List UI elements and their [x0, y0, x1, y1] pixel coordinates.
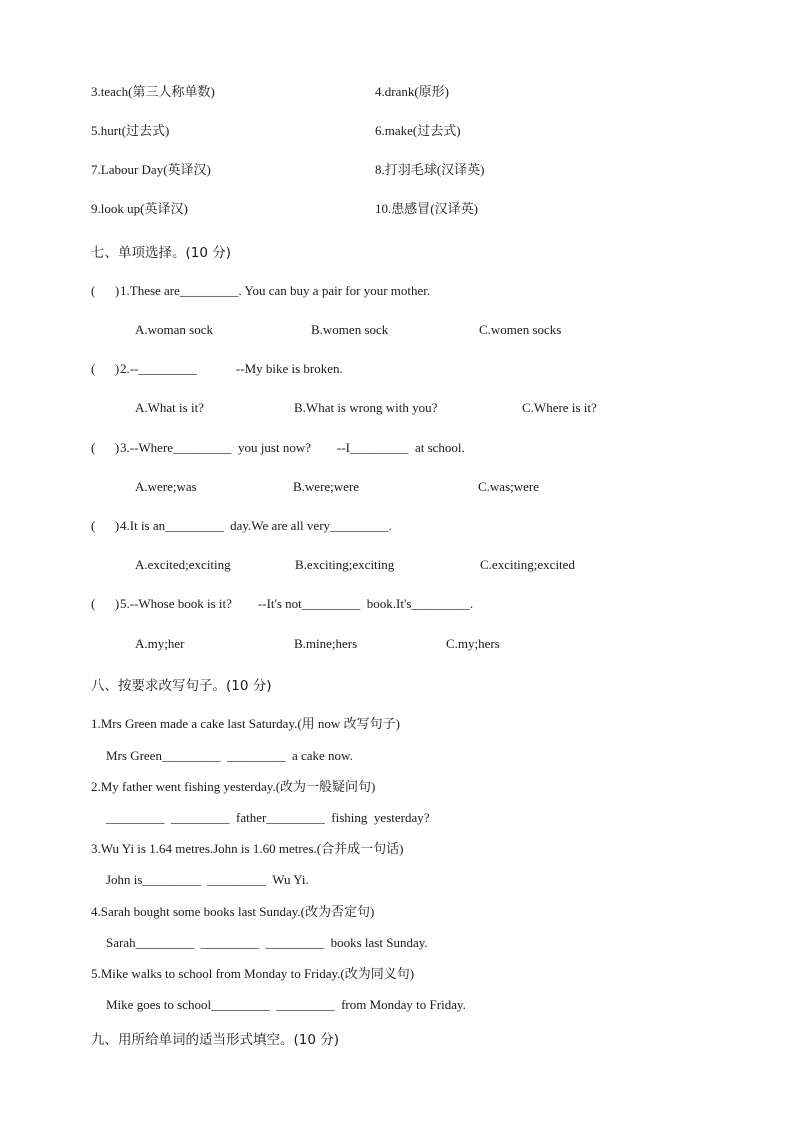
option-c: C.women socks [479, 322, 562, 337]
answer-bracket: ( ) [91, 440, 120, 455]
option-a: A.my;her [135, 636, 185, 651]
option-a: A.excited;exciting [135, 557, 231, 572]
option-c: C.was;were [478, 479, 540, 494]
rewrite-answer-line: Mike goes to school_________ _________ from Monday to Friday. [106, 997, 466, 1012]
question-stem: 3.--Where_________ you just now? --I_________ at school. [120, 440, 465, 455]
rewrite-answer-line: Sarah_________ _________ _________ books last Sunday. [106, 935, 428, 950]
option-b: B.What is wrong with you? [294, 400, 438, 415]
answer-bracket: ( ) [91, 361, 120, 376]
option-b: B.were;were [293, 479, 360, 494]
rewrite-answer-line: _________ _________ father_________ fishing yesterday? [106, 810, 430, 825]
option-c: C.my;hers [446, 636, 500, 651]
word-task-4: 4.drank(原形) [375, 84, 450, 99]
rewrite-prompt: 4.Sarah bought some books last Sunday.(改为否定句) [91, 904, 375, 919]
question-stem: 5.--Whose book is it? --It's not_________ book.It's_________. [120, 596, 474, 611]
question-stem: 4.It is an_________ day.We are all very_________. [120, 518, 392, 533]
rewrite-answer-line: Mrs Green_________ _________ a cake now. [106, 748, 353, 763]
option-a: A.woman sock [135, 322, 213, 337]
word-task-6: 6.make(过去式) [375, 123, 461, 138]
rewrite-prompt: 1.Mrs Green made a cake last Saturday.(用 now 改写句子) [91, 716, 400, 731]
answer-bracket: ( ) [91, 283, 120, 298]
word-task-10: 10.患感冒(汉译英) [375, 201, 478, 216]
option-b: B.mine;hers [294, 636, 358, 651]
word-task-7: 7.Labour Day(英译汉) [91, 162, 211, 177]
option-c: C.Where is it? [522, 400, 597, 415]
answer-bracket: ( ) [91, 518, 120, 533]
section-8-heading: 八、按要求改写句子。(10 分) [91, 678, 272, 694]
answer-bracket: ( ) [91, 596, 120, 611]
rewrite-answer-line: John is_________ _________ Wu Yi. [106, 872, 309, 887]
rewrite-prompt: 5.Mike walks to school from Monday to Friday.(改为同义句) [91, 966, 415, 981]
question-stem: 2.--_________ --My bike is broken. [120, 361, 343, 376]
option-c: C.exciting;excited [480, 557, 575, 572]
option-a: A.What is it? [135, 400, 204, 415]
rewrite-prompt: 3.Wu Yi is 1.64 metres.John is 1.60 metres.(合并成一句话) [91, 841, 404, 856]
section-9-heading: 九、用所给单词的适当形式填空。(10 分) [91, 1032, 340, 1048]
word-task-8: 8.打羽毛球(汉译英) [375, 162, 485, 177]
option-b: B.exciting;exciting [295, 557, 395, 572]
option-a: A.were;was [135, 479, 197, 494]
word-task-9: 9.look up(英译汉) [91, 201, 188, 216]
word-task-3: 3.teach(第三人称单数) [91, 84, 215, 99]
option-b: B.women sock [311, 322, 389, 337]
rewrite-prompt: 2.My father went fishing yesterday.(改为一般疑问句) [91, 779, 376, 794]
section-7-heading: 七、单项选择。(10 分) [91, 245, 232, 261]
word-task-5: 5.hurt(过去式) [91, 123, 170, 138]
question-stem: 1.These are_________. You can buy a pair for your mother. [120, 283, 431, 298]
